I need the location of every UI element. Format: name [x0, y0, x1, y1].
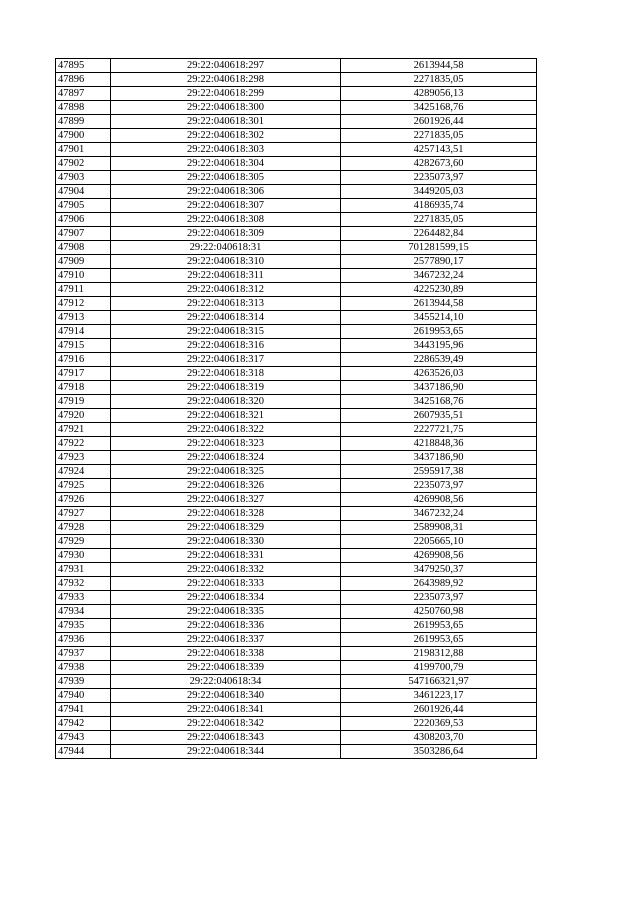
row-number-cell: 47918	[56, 381, 111, 395]
cadastral-number-cell: 29:22:040618:332	[111, 563, 341, 577]
row-number-cell: 47937	[56, 647, 111, 661]
table-row	[56, 101, 537, 115]
cadastral-number-cell: 29:22:040618:305	[111, 171, 341, 185]
cadastral-value-cell: 4308203,70	[341, 731, 537, 745]
cadastral-number-cell: 29:22:040618:341	[111, 703, 341, 717]
table-row	[56, 185, 537, 199]
cadastral-value-cell: 2601926,44	[341, 115, 537, 129]
cadastral-number-cell: 29:22:040618:315	[111, 325, 341, 339]
row-number-cell: 47897	[56, 87, 111, 101]
cadastral-value-cell: 2619953,65	[341, 633, 537, 647]
table-row	[56, 661, 537, 675]
row-number-cell: 47924	[56, 465, 111, 479]
cadastral-number-cell: 29:22:040618:322	[111, 423, 341, 437]
table-row	[56, 437, 537, 451]
cadastral-number-cell: 29:22:040618:329	[111, 521, 341, 535]
table-row	[56, 73, 537, 87]
cadastral-value-cell: 2235073,97	[341, 591, 537, 605]
cadastral-number-cell: 29:22:040618:313	[111, 297, 341, 311]
table-row	[56, 577, 537, 591]
cadastral-value-cell: 3455214,10	[341, 311, 537, 325]
cadastral-value-cell: 2619953,65	[341, 619, 537, 633]
row-number-cell: 47910	[56, 269, 111, 283]
row-number-cell: 47938	[56, 661, 111, 675]
table-row	[56, 647, 537, 661]
row-number-cell: 47906	[56, 213, 111, 227]
table-row	[56, 297, 537, 311]
cadastral-value-cell: 701281599,15	[341, 241, 537, 255]
table-row	[56, 675, 537, 689]
cadastral-value-cell: 2643989,92	[341, 577, 537, 591]
cadastral-number-cell: 29:22:040618:316	[111, 339, 341, 353]
cadastral-number-cell: 29:22:040618:314	[111, 311, 341, 325]
cadastral-number-cell: 29:22:040618:301	[111, 115, 341, 129]
cadastral-value-cell: 2619953,65	[341, 325, 537, 339]
cadastral-number-cell: 29:22:040618:325	[111, 465, 341, 479]
row-number-cell: 47904	[56, 185, 111, 199]
cadastral-value-cell: 2271835,05	[341, 73, 537, 87]
table-row	[56, 367, 537, 381]
cadastral-number-cell: 29:22:040618:31	[111, 241, 341, 255]
cadastral-number-cell: 29:22:040618:310	[111, 255, 341, 269]
cadastral-value-cell: 2198312,88	[341, 647, 537, 661]
row-number-cell: 47942	[56, 717, 111, 731]
cadastral-value-cell: 4263526,03	[341, 367, 537, 381]
table-row	[56, 563, 537, 577]
row-number-cell: 47903	[56, 171, 111, 185]
cadastral-value-cell: 4250760,98	[341, 605, 537, 619]
row-number-cell: 47920	[56, 409, 111, 423]
table-row	[56, 409, 537, 423]
cadastral-value-cell: 3479250,37	[341, 563, 537, 577]
cadastral-value-cell: 4282673,60	[341, 157, 537, 171]
table-row	[56, 87, 537, 101]
table-row	[56, 255, 537, 269]
cadastral-number-cell: 29:22:040618:320	[111, 395, 341, 409]
row-number-cell: 47926	[56, 493, 111, 507]
table-row	[56, 493, 537, 507]
table-row	[56, 395, 537, 409]
cadastral-number-cell: 29:22:040618:324	[111, 451, 341, 465]
cadastral-value-cell: 4269908,56	[341, 549, 537, 563]
table-row	[56, 241, 537, 255]
cadastral-value-cell: 2613944,58	[341, 59, 537, 73]
row-number-cell: 47901	[56, 143, 111, 157]
table-row	[56, 171, 537, 185]
row-number-cell: 47921	[56, 423, 111, 437]
cadastral-value-cell: 3443195,96	[341, 339, 537, 353]
cadastral-number-cell: 29:22:040618:336	[111, 619, 341, 633]
row-number-cell: 47943	[56, 731, 111, 745]
table-row	[56, 507, 537, 521]
cadastral-value-cell: 2235073,97	[341, 479, 537, 493]
table-row	[56, 381, 537, 395]
table-row	[56, 157, 537, 171]
cadastral-number-cell: 29:22:040618:304	[111, 157, 341, 171]
row-number-cell: 47895	[56, 59, 111, 73]
cadastral-number-cell: 29:22:040618:331	[111, 549, 341, 563]
cadastral-number-cell: 29:22:040618:300	[111, 101, 341, 115]
row-number-cell: 47928	[56, 521, 111, 535]
table-row	[56, 353, 537, 367]
table-row	[56, 115, 537, 129]
cadastral-number-cell: 29:22:040618:297	[111, 59, 341, 73]
table-row	[56, 689, 537, 703]
cadastral-value-cell: 3437186,90	[341, 381, 537, 395]
table-row	[56, 479, 537, 493]
cadastral-number-cell: 29:22:040618:342	[111, 717, 341, 731]
cadastral-number-cell: 29:22:040618:312	[111, 283, 341, 297]
cadastral-value-cell: 3467232,24	[341, 269, 537, 283]
cadastral-value-cell: 2607935,51	[341, 409, 537, 423]
table-row	[56, 521, 537, 535]
row-number-cell: 47900	[56, 129, 111, 143]
cadastral-value-cell: 3437186,90	[341, 451, 537, 465]
cadastral-value-cell: 2271835,05	[341, 129, 537, 143]
cadastral-number-cell: 29:22:040618:302	[111, 129, 341, 143]
cadastral-value-cell: 2271835,05	[341, 213, 537, 227]
cadastral-number-cell: 29:22:040618:34	[111, 675, 341, 689]
row-number-cell: 47941	[56, 703, 111, 717]
cadastral-number-cell: 29:22:040618:333	[111, 577, 341, 591]
cadastral-number-cell: 29:22:040618:299	[111, 87, 341, 101]
row-number-cell: 47932	[56, 577, 111, 591]
row-number-cell: 47898	[56, 101, 111, 115]
table-row	[56, 143, 537, 157]
cadastral-value-cell: 4199700,79	[341, 661, 537, 675]
cadastral-number-cell: 29:22:040618:308	[111, 213, 341, 227]
row-number-cell: 47905	[56, 199, 111, 213]
cadastral-value-cell: 3425168,76	[341, 101, 537, 115]
table-row	[56, 633, 537, 647]
row-number-cell: 47933	[56, 591, 111, 605]
row-number-cell: 47911	[56, 283, 111, 297]
row-number-cell: 47944	[56, 745, 111, 759]
cadastral-number-cell: 29:22:040618:326	[111, 479, 341, 493]
row-number-cell: 47909	[56, 255, 111, 269]
cadastral-number-cell: 29:22:040618:344	[111, 745, 341, 759]
cadastral-value-cell: 2601926,44	[341, 703, 537, 717]
cadastral-value-table	[55, 58, 537, 759]
cadastral-value-cell: 2613944,58	[341, 297, 537, 311]
row-number-cell: 47925	[56, 479, 111, 493]
cadastral-value-cell: 2220369,53	[341, 717, 537, 731]
table-row	[56, 325, 537, 339]
table-row	[56, 731, 537, 745]
table-row	[56, 311, 537, 325]
cadastral-value-cell: 2577890,17	[341, 255, 537, 269]
cadastral-number-cell: 29:22:040618:328	[111, 507, 341, 521]
table-row	[56, 227, 537, 241]
cadastral-number-cell: 29:22:040618:343	[111, 731, 341, 745]
row-number-cell: 47936	[56, 633, 111, 647]
cadastral-number-cell: 29:22:040618:334	[111, 591, 341, 605]
row-number-cell: 47915	[56, 339, 111, 353]
table-row	[56, 129, 537, 143]
cadastral-value-cell: 3467232,24	[341, 507, 537, 521]
row-number-cell: 47919	[56, 395, 111, 409]
table-row	[56, 605, 537, 619]
cadastral-value-cell: 2589908,31	[341, 521, 537, 535]
cadastral-value-cell: 4218848,36	[341, 437, 537, 451]
cadastral-number-cell: 29:22:040618:306	[111, 185, 341, 199]
cadastral-number-cell: 29:22:040618:319	[111, 381, 341, 395]
cadastral-number-cell: 29:22:040618:318	[111, 367, 341, 381]
table-row	[56, 423, 537, 437]
row-number-cell: 47899	[56, 115, 111, 129]
row-number-cell: 47939	[56, 675, 111, 689]
cadastral-number-cell: 29:22:040618:337	[111, 633, 341, 647]
row-number-cell: 47912	[56, 297, 111, 311]
table-row	[56, 451, 537, 465]
cadastral-value-cell: 3461223,17	[341, 689, 537, 703]
cadastral-number-cell: 29:22:040618:317	[111, 353, 341, 367]
row-number-cell: 47908	[56, 241, 111, 255]
cadastral-number-cell: 29:22:040618:321	[111, 409, 341, 423]
row-number-cell: 47916	[56, 353, 111, 367]
cadastral-value-cell: 3503286,64	[341, 745, 537, 759]
row-number-cell: 47930	[56, 549, 111, 563]
table-row	[56, 619, 537, 633]
row-number-cell: 47913	[56, 311, 111, 325]
row-number-cell: 47914	[56, 325, 111, 339]
table-body	[56, 59, 537, 759]
row-number-cell: 47902	[56, 157, 111, 171]
cadastral-value-cell: 4269908,56	[341, 493, 537, 507]
cadastral-number-cell: 29:22:040618:330	[111, 535, 341, 549]
cadastral-number-cell: 29:22:040618:298	[111, 73, 341, 87]
cadastral-value-cell: 4186935,74	[341, 199, 537, 213]
row-number-cell: 47896	[56, 73, 111, 87]
table-row	[56, 703, 537, 717]
cadastral-number-cell: 29:22:040618:335	[111, 605, 341, 619]
cadastral-value-cell: 2235073,97	[341, 171, 537, 185]
cadastral-number-cell: 29:22:040618:311	[111, 269, 341, 283]
row-number-cell: 47931	[56, 563, 111, 577]
cadastral-value-cell: 547166321,97	[341, 675, 537, 689]
row-number-cell: 47922	[56, 437, 111, 451]
row-number-cell: 47940	[56, 689, 111, 703]
cadastral-number-cell: 29:22:040618:307	[111, 199, 341, 213]
row-number-cell: 47927	[56, 507, 111, 521]
table-row	[56, 591, 537, 605]
row-number-cell: 47929	[56, 535, 111, 549]
cadastral-number-cell: 29:22:040618:309	[111, 227, 341, 241]
table-row	[56, 717, 537, 731]
cadastral-value-cell: 2286539,49	[341, 353, 537, 367]
cadastral-number-cell: 29:22:040618:303	[111, 143, 341, 157]
table-row	[56, 283, 537, 297]
cadastral-number-cell: 29:22:040618:327	[111, 493, 341, 507]
cadastral-number-cell: 29:22:040618:340	[111, 689, 341, 703]
table-row	[56, 549, 537, 563]
table-row	[56, 465, 537, 479]
cadastral-value-cell: 4225230,89	[341, 283, 537, 297]
cadastral-value-cell: 3425168,76	[341, 395, 537, 409]
table-row	[56, 535, 537, 549]
cadastral-value-cell: 2595917,38	[341, 465, 537, 479]
table-row	[56, 339, 537, 353]
row-number-cell: 47923	[56, 451, 111, 465]
cadastral-value-cell: 2205665,10	[341, 535, 537, 549]
cadastral-number-cell: 29:22:040618:323	[111, 437, 341, 451]
row-number-cell: 47935	[56, 619, 111, 633]
cadastral-value-cell: 4257143,51	[341, 143, 537, 157]
cadastral-number-cell: 29:22:040618:338	[111, 647, 341, 661]
cadastral-value-cell: 4289056,13	[341, 87, 537, 101]
row-number-cell: 47934	[56, 605, 111, 619]
row-number-cell: 47907	[56, 227, 111, 241]
table-row	[56, 745, 537, 759]
table-row	[56, 199, 537, 213]
table-row	[56, 59, 537, 73]
cadastral-value-cell: 3449205,03	[341, 185, 537, 199]
cadastral-value-cell: 2227721,75	[341, 423, 537, 437]
cadastral-number-cell: 29:22:040618:339	[111, 661, 341, 675]
table-row	[56, 269, 537, 283]
table-row	[56, 213, 537, 227]
cadastral-value-cell: 2264482,84	[341, 227, 537, 241]
row-number-cell: 47917	[56, 367, 111, 381]
